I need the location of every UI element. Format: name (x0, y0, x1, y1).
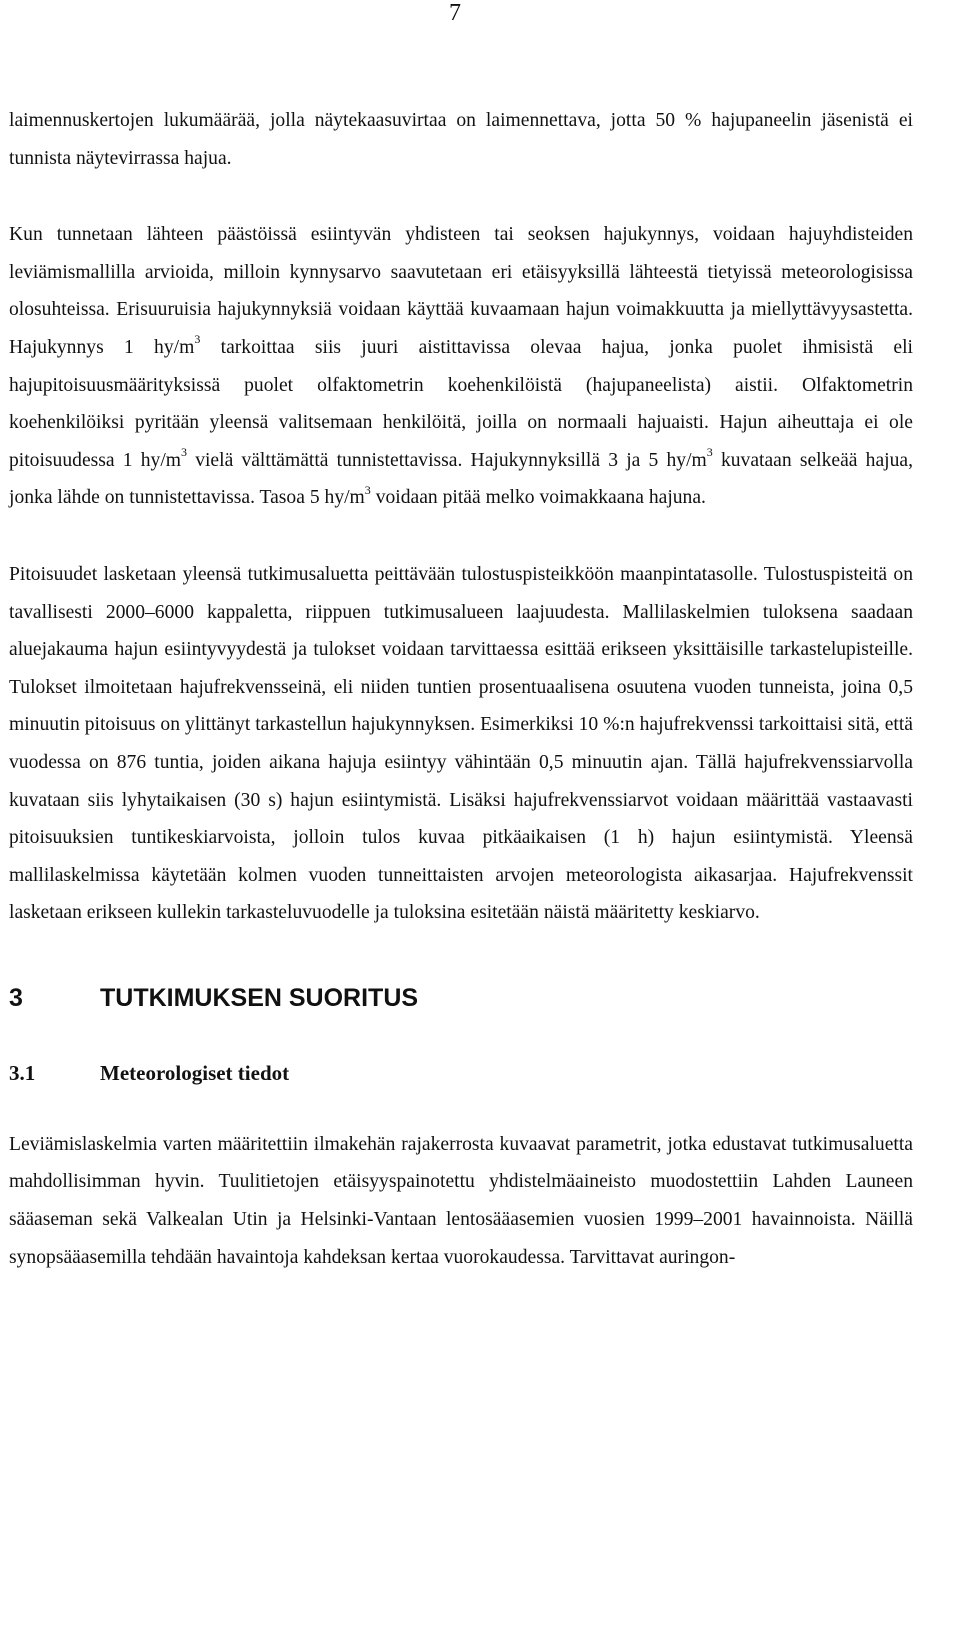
document-body (9, 102, 913, 1276)
superscript-cubed: 3 (194, 332, 201, 347)
paragraph-2 (9, 216, 913, 517)
subsection-number: 3.1 (9, 1060, 36, 1085)
paragraph-2-text-e: voidaan pitää melko voimakkaana hajuna. (370, 487, 706, 509)
superscript-cubed: 3 (706, 445, 713, 460)
paragraph-3: Pitoisuudet lasketaan yleensä tutkimusaluetta peittävään tulostuspisteikköön maanpintatasolle. Tulostuspisteitä on tavallisesti 2000–6000 kappaletta, riippuen tutkimusalueen laajuudesta. Mallilaskelmien tuloksena saadaan aluejakauma hajun esiintyvyydestä ja tulokset voidaan tarvittaessa esittää erikseen yksittäisille tarkastelupisteille. Tulokset ilmoitetaan hajufrekvensseinä, eli niiden tuntien prosentuaalisena osuutena vuoden tunneista, joina 0,5 minuutin pitoisuus on ylittänyt tarkastellun hajukynnyksen. Esimerkiksi 10 %:n hajufrekvenssi tarkoittaisi sitä, että vuodessa on 876 tuntia, joiden aikana hajuja esiintyy vähintään 0,5 minuutin ajan. Tällä hajufrekvenssiarvolla kuvataan siis lyhytaikaisen (30 s) hajun esiintymistä. Lisäksi hajufrekvenssiarvot voidaan määrittää vastaavasti pitoisuuksien tuntikeskiarvoista, jolloin tulos kuvaa pitkäaikaisen (1 h) hajun esiintymistä. Yleensä mallilaskelmissa käytetään kolmen vuoden tunneittaisten arvojen meteorologista aikasarjaa. Hajufrekvenssit lasketaan erikseen kullekin tarkasteluvuodelle ja tuloksina esitetään näistä määritetty keskiarvo. (9, 563, 913, 924)
paragraph-2-text-c: vielä välttämättä tunnistettavissa. Hajukynnyksillä 3 ja 5 hy/m (187, 449, 707, 471)
paragraph-4: Leviämislaskelmia varten määritettiin ilmakehän rajakerrosta kuvaavat parametrit, jotka edustavat tutkimusaluetta mahdollisimman hyvin. Tuulitietojen etäisyyspainotettu yhdistelmäaineisto muodostettiin Lahden Launeen sääaseman sekä Valkealan Utin ja Helsinki-Vantaan lentosääasemien vuosien 1999–2001 havainnoista. Näillä synopsääasemilla tehdään havaintoja kahdeksan kertaa vuorokaudessa. Tarvittavat auringon- (9, 1133, 913, 1268)
section-heading (9, 983, 913, 1013)
page-number: 7 (449, 0, 461, 26)
superscript-cubed: 3 (181, 445, 188, 460)
subsection-title: Meteorologiset tiedot (100, 1060, 290, 1085)
paragraph-1: laimennuskertojen lukumäärää, jolla näytekaasuvirtaa on laimennettava, jotta 50 % hajupaneelin jäsenistä ei tunnista näytevirrassa hajua. (9, 110, 913, 169)
section-number: 3 (9, 983, 23, 1012)
paragraph-2-text-d: kuvataan selkeää hajua, jonka lähde on tunnistettavissa. Tasoa 5 hy/m (9, 449, 913, 509)
subsection-heading (9, 1060, 913, 1086)
paragraph-2-text-b: tarkoittaa siis juuri aistittavissa olevaa hajua, jonka puolet ihmisistä eli hajupitoisuusmäärityksissä puolet olfaktometrin koehenkilöistä (hajupaneelista) aistii. Olfaktometrin koehenkilöiksi pyritään yleensä valitsemaan henkilöitä, joilla on normaali hajuaisti. Hajun aiheuttaja ei ole pitoisuudessa 1 hy/m (9, 336, 914, 471)
superscript-cubed: 3 (364, 482, 371, 497)
paragraph-2-text-a: Kun tunnetaan lähteen päästöissä esiintyvän yhdisteen tai seoksen hajukynnys, voidaan hajuyhdisteiden leviämismallilla arvioida, milloin kynnysarvo saavutetaan eri etäisyyksillä lähteestä tietyissä meteorologisissa olosuhteissa. Erisuuruisia hajukynnyksiä voidaan käyttää kuvaamaan hajun voimakkuutta ja miellyttävyysastetta. Hajukynnys 1 hy/m (9, 224, 913, 358)
section-title: TUTKIMUKSEN SUORITUS (100, 983, 419, 1012)
